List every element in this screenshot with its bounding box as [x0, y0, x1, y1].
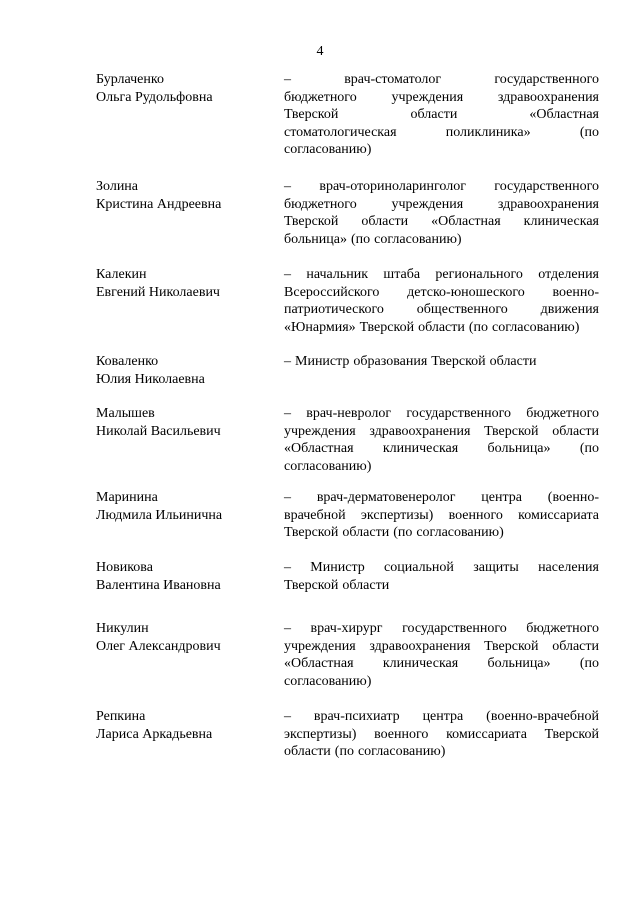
position-line: Всероссийского детско-юношеского военно-: [284, 284, 599, 300]
position-line: – врач-оториноларинголог государственного: [284, 179, 599, 194]
member-position: [284, 178, 599, 248]
position-line: – врач-психиатр центра (военно-врачебной: [284, 709, 599, 724]
member-name: [96, 266, 276, 301]
member-given-names: Кристина Андреевна: [96, 196, 222, 212]
position-line: «Юнармия» Тверской области (по согласованию): [284, 319, 580, 335]
position-line: – врач-невролог государственного бюджетного: [284, 406, 599, 421]
position-line: «Областная клиническая больница» (по: [284, 656, 599, 671]
member-surname: Никулин: [96, 621, 149, 636]
member-surname: Маринина: [96, 490, 158, 505]
member-position: [284, 353, 599, 371]
member-name: [96, 559, 276, 594]
position-line: Тверской области «Областная клиническая: [284, 214, 599, 229]
position-line: Тверской области (по согласованию): [284, 525, 504, 540]
member-position: [284, 559, 599, 594]
member-given-names: Олег Александрович: [96, 638, 221, 654]
page-number: 4: [316, 44, 324, 59]
member-name: [96, 489, 276, 524]
position-line: патриотического общественного движения: [284, 302, 599, 317]
member-position: [284, 71, 599, 159]
member-given-names: Людмила Ильинична: [96, 507, 223, 523]
position-line: согласованию): [284, 142, 372, 157]
position-line: стоматологическая поликлиника» (по: [284, 124, 599, 140]
position-line: учреждения здравоохранения Тверской области: [284, 423, 599, 439]
member-position: [284, 620, 599, 690]
member-given-names: Валентина Ивановна: [96, 577, 221, 593]
position-line: Тверской области «Областная: [284, 107, 599, 122]
position-line: учреждения здравоохранения Тверской области: [284, 638, 599, 654]
position-line: больница» (по согласованию): [284, 231, 462, 247]
position-line: Тверской области: [284, 577, 390, 593]
position-line: согласованию): [284, 458, 372, 474]
member-name: [96, 353, 276, 388]
position-line: бюджетного учреждения здравоохранения: [284, 89, 599, 105]
member-name: [96, 178, 276, 213]
member-surname: Коваленко: [96, 354, 159, 369]
member-position: [284, 266, 599, 336]
member-given-names: Ольга Рудольфовна: [96, 89, 213, 105]
member-given-names: Николай Васильевич: [96, 423, 221, 439]
member-surname: Новикова: [96, 560, 153, 575]
position-line: – врач-хирург государственного бюджетного: [284, 621, 599, 636]
member-name: [96, 71, 276, 106]
member-name: [96, 405, 276, 440]
member-position: [284, 405, 599, 475]
position-line: – Министр социальной защиты населения: [284, 560, 599, 575]
member-surname: Калекин: [96, 267, 147, 282]
position-line: врачебной экспертизы) военного комиссариата: [284, 507, 599, 523]
member-name: [96, 620, 276, 655]
position-line: экспертизы) военного комиссариата Тверской: [284, 726, 599, 742]
position-line: согласованию): [284, 673, 372, 689]
position-line: «Областная клиническая больница» (по: [284, 441, 599, 456]
position-line: – начальник штаба регионального отделения: [284, 267, 599, 282]
member-given-names: Евгений Николаевич: [96, 284, 220, 300]
member-surname: Репкина: [96, 709, 146, 724]
member-surname: Бурлаченко: [96, 72, 164, 87]
position-line: бюджетного учреждения здравоохранения: [284, 196, 599, 212]
position-line: – врач-дерматовенеролог центра (военно-: [284, 490, 599, 505]
member-surname: Золина: [96, 179, 139, 194]
position-line: – врач-стоматолог государственного: [284, 72, 599, 87]
member-given-names: Лариса Аркадьевна: [96, 726, 213, 742]
member-name: [96, 708, 276, 743]
member-given-names: Юлия Николаевна: [96, 371, 205, 387]
member-position: [284, 708, 599, 761]
position-line: области (по согласованию): [284, 744, 446, 759]
member-position: [284, 489, 599, 542]
member-surname: Малышев: [96, 406, 155, 421]
position-line: – Министр образования Тверской области: [284, 354, 537, 369]
